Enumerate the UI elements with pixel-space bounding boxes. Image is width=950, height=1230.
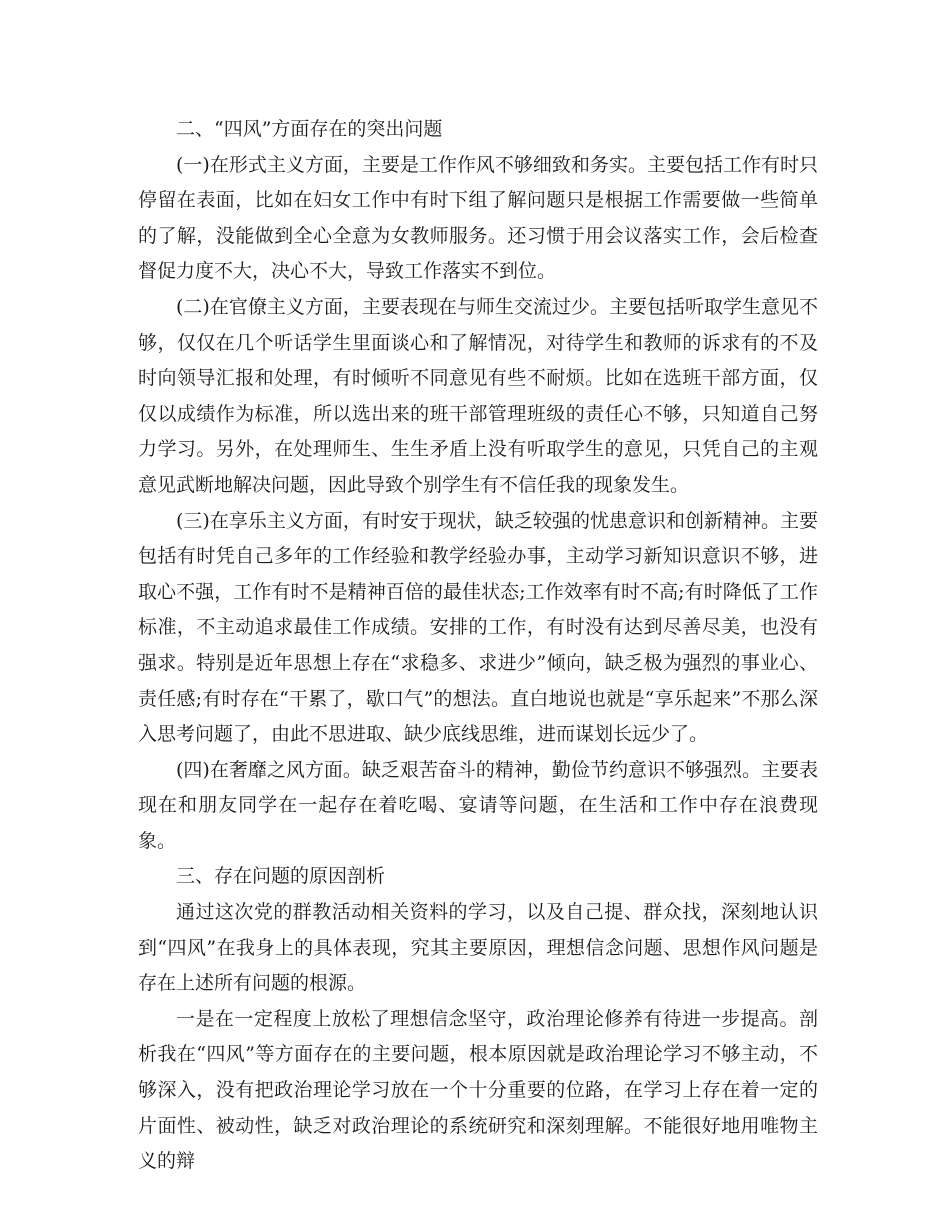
paragraph-bureaucratism: (二)在官僚主义方面，主要表现在与师生交流过少。主要包括听取学生意见不够，仅仅在几个听话学生里面谈心和了解情况，对待学生和教师的诉求有的不及时向领导汇报和处理，有时倾听不同意见有些不耐烦。比如在选班干部方面，仅仅以成绩作为标准，所以选出来的班干部管理班级的责任心不够，只知道自己努力学习。另外，在处理师生、生生矛盾上没有听取学生的意见，只凭自己的主观意见武断地解决问题，因此导致个别学生有不信任我的现象发生。 <box>138 295 818 496</box>
paragraph-hedonism: (三)在享乐主义方面，有时安于现状，缺乏较强的忧患意识和创新精神。主要包括有时凭自己多年的工作经验和教学经验办事，主动学习新知识意识不够，进取心不强，工作有时不是精神百倍的最佳状态;工作效率有时不高;有时降低了工作标准，不主动追求最佳工作成绩。安排的工作，有时没有达到尽善尽美，也没有强求。特别是近年思想上存在“求稳多、求进少”倾向，缺乏极为强烈的事业心、责任感;有时存在“干累了，歇口气”的想法。直白地说也就是“享乐起来”不那么深入思考问题了，由此不思进取、缺少底线思维，进而谋划长远少了。 <box>138 509 818 746</box>
section-heading-2: 二、“四风”方面存在的突出问题 <box>176 118 443 140</box>
paragraph-causes-intro: 通过这次党的群教活动相关资料的学习，以及自己提、群众找，深刻地认识到“四风”在我身上的具体表现，究其主要原因，理想信念问题、思想作风问题是存在上述所有问题的根源。 <box>138 901 818 995</box>
paragraph-extravagance: (四)在奢靡之风方面。缺乏艰苦奋斗的精神，勤俭节约意识不够强烈。主要表现在和朋友同学在一起存在着吃喝、宴请等问题，在生活和工作中存在浪费现象。 <box>138 758 818 852</box>
paragraph-cause-one: 一是在一定程度上放松了理想信念坚守，政治理论修养有待进一步提高。剖析我在“四风”等方面存在的主要问题，根本原因就是政治理论学习不够主动，不够深入，没有把政治理论学习放在一个十分重要的位路，在学习上存在着一定的片面性、被动性，缺乏对政治理论的系统研究和深刻理解。不能很好地用唯物主义的辩 <box>138 1007 818 1173</box>
document-body <box>138 112 818 1180</box>
section-heading-3: 三、存在问题的原因剖析 <box>176 865 386 888</box>
paragraph-formalism: (一)在形式主义方面，主要是工作作风不够细致和务实。主要包括工作有时只停留在表面，比如在妇女工作中有时下组了解问题只是根据工作需要做一些简单的了解，没能做到全心全意为女教师服务。还习惯于用会议落实工作，会后检查督促力度不大，决心不大，导致工作落实不到位。 <box>138 153 818 283</box>
